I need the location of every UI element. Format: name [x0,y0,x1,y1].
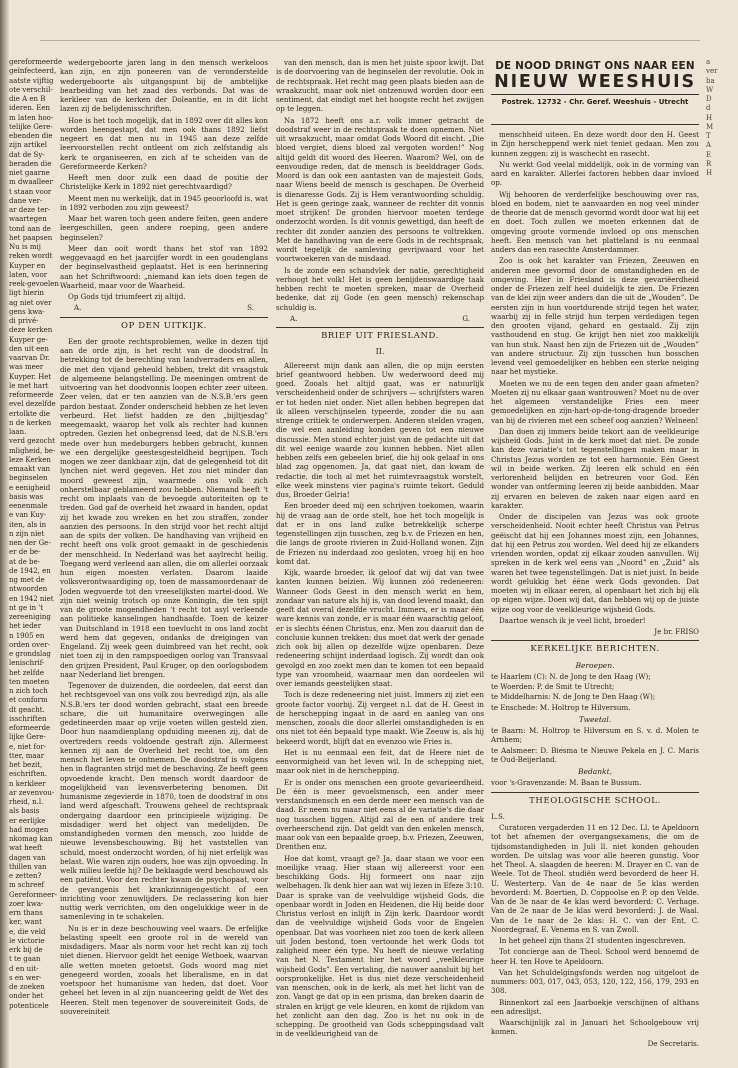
article-uitkijk-body [60,337,268,1016]
paragraph: Toch is deze redeneering niet juist. Immers zij ziet een groote factor voorbij. Zij vergeet n.l. dat de H. Geest in de herschepping ingaat in de aard en aanleg van ons menschen, zooals die door allerlei omstandigheden is en ons niet tot één bepaald type maakt. Wie Zeeuw is, als hij bekeerd wordt, blijft dat en evenzoo wie Fries is. [276,690,484,746]
edge-text-line: den uit een [9,344,49,353]
column-2 [276,58,484,1058]
edge-text-line: beraden die [9,159,52,168]
edge-text-line: ar deze ter- [9,206,51,214]
article-friesland-continuation [491,130,699,625]
paragraph: menschheid uiteen. En deze wordt door den H. Geest in Zijn herscheppend werk niet teniet gedaan. Men zou kunnen zeggen: zij is waschecht en rasecht. [491,130,699,158]
list-beroepen [491,672,699,712]
edge-text-line: Nu is mij [9,243,41,251]
edge-text-line: ideren. Een [9,104,51,113]
edge-text-line: ba [706,76,715,85]
list-item: te Aalsmeer: D. Biesma te Nieuwe Pekela en J. C. Maris te Oud-Beijerland. [491,745,699,764]
edge-text-line: die A en B [9,95,46,103]
edge-text-line: emaakt van [9,465,51,473]
edge-text-line: isschriften [9,714,47,723]
edge-text-line: er eerlijke [9,816,46,825]
paragraph: Kijk, waarde broeder, ik geloof dat wij dat van twee kanten kunnen beizien. Wij kunnen zóó redeneeren: Wanneer Gods Geest in den mensch werkt en hem, zondaar van nature als hij is, van dood levend maakt, dan geeft dat overal dezelfde vrucht. Immers, er is maar één ware kennis van zonde, er is maar één waarachtig geloof, er is slechts éénen Christus, enz. Men zou daaruit dan de conclusie kunnen trekken: dus moet dat werk der genade zich ook bij allen op dezelfde wijze openbaren. Deze redeneering schijnt inderdaad logisch. Zij wordt dan ook gevolgd en zoo zoekt men dan te komen tot een bepaald type van vroomheid, waarnaar men dan oordeelen wil over iemands geestelijken staat. [276,568,484,688]
edge-text-line: n zijn niet [9,529,45,538]
edge-text-line: leze Kerken [9,455,51,464]
edge-text-line: n de kerken [9,418,52,427]
edge-text-line: laan. [9,428,27,436]
edge-text-line: dane ver- [9,196,43,205]
edge-column-left [9,58,63,1018]
edge-text-line: ligt hierin [9,289,44,298]
list-item: te Woerden: P. de Smit te Utrecht; [491,682,615,691]
edge-text-line: lijke Gere- [9,733,46,742]
edge-text-line: laten, voor [9,270,48,279]
paragraph: In het geheel zijn thans 21 studenten ingeschreven. [499,936,686,945]
paragraph: Hoe dat komt, vraagt ge? Ja, daar staan we voor een moeilijke vraag. Hier staan wij allereerst voor een beschikking Gods. Hij formeert ons naar zijn welbehagen. Ik denk hier aan wat wij lezen in Efeze 3:10. Daar is sprake van de veelvuldige wijsheid Gods, die openbaar wordt in Joden en Heidenen, die Hij beide door Christus verlost en inlijft in Zijn kerk. Daardoor wordt dan de veelvuldige wijsheid Gods voor de Engelen openbaar. Dat was voorheen niet zoo toen de kerk alleen uit Joden bestond, toen vertoonde het werk Gods tot zaligheid meer één type. Nu heeft de nieuwe verlating van het N. Testament hier het woord „veelkleurige wijsheid Gods”. Een vertaling, die nauwer aansluit bij het oorspronkelijke. Het is dus niet deze verscheidenheid van menschen, ook in de kerk, als met het licht van de zon. Vangt ge dat op in een prisma, dan breken daarin de stralen en krijgt ge vele kleuren, en komt de rijkdom van het zonlicht aan den dag. Zoo is het nu ook in de schepping. De grootheid van Gods scheppingsdaad valt in de veelkleurigheid van de [276,853,484,1039]
article-uitkijk-continuation [276,58,484,312]
paragraph: Wij behooren de verderfelijke beschouwing over ras, bloed en bodem, niet te aanvaarden en nog veel minder de theorie dat de mensch gevormd wordt door wat hij eet en doet. Toch zullen we moeten erkennen dat de omgeving groote vormende invloed op ons menschen heeft. Een mensch van het platteland is nu eenmaal anders dan een rasechte Amsterdammer. [491,189,699,254]
edge-text-line: rheid, n.l. [9,798,44,806]
edge-text-line: ng met de [9,576,45,584]
edge-text-line: had mogen [9,825,49,834]
school-body [491,823,699,1037]
edge-text-line: eformeerde [9,724,51,732]
edge-text-line: telijke Gere- [9,122,53,131]
edge-text-line: n kerkleer [9,779,46,788]
list-item: te Haarlem (C): N. de Jong te den Haag (W); [491,671,651,681]
edge-text-line: at de be- [9,557,41,566]
paragraph: Meent men nu werkelijk, dat in 1945 geoorloofd is, wat in 1892 verboden zou zijn geweest? [60,193,268,212]
edge-text-line: e van Kuy- [9,511,47,520]
edge-text-line: ag niet over [9,298,52,307]
edge-text-line: e, niet for- [9,742,47,751]
ad-headline: DE NOOD DRINGT ONS NAAR EEN [495,60,695,72]
edge-text-line: wat heeft [9,844,43,853]
edge-text-line: le met hart [9,381,49,390]
edge-text-line: tond aan de [9,224,51,233]
article-number: II. [375,347,385,357]
edge-text-line: M [706,122,714,131]
edge-text-line: en 1942 niet [9,594,54,603]
edge-text-line: H [706,113,713,122]
paragraph: Curatoren vergaderden 11 en 12 Dec. Ll. te Apeldoorn tot het afnemen der overgangsexamens, die om de tijdsomstandigheden in Juli ll. niet konden gehouden worden. De uitslag was voor alle heeren gunstig. Voor het Theol. A. slaagden de heeren: M. Drayer en C. van de Weele. Tot de Theol. studiën werd bevorderd de heer H. U. Westerterp. Van de 4e naar de 5e klas werden bevorderd: M. Boertien, D. Coppoolse en P. op den Velde. Van de 3e naar de 4e klas werd bevorderd: C. Verhage. Van de 2e naar de 3e klas werd bevorderd: J. de Waal. Van de 1e naar de 2e klas: H. C. van der Ent, C. Noordegraaf, E. Venema en S. van Zwoll. [491,823,699,934]
edge-text-line: als basis [9,807,40,816]
edge-text-line: aatste vijftig [9,76,54,85]
paragraph: Nu is er in deze beschouwing veel waars. De erfelijke belasting speelt een groote rol in de wereld van misdadigers. Maar als norm voor het recht kan zij toch niet dienen. Hiervoor geldt het eenige Wetboek, waarvan alle wetten moeten getoetst. Gods woord mag niet genegeerd worden, zooals het liberalisme, en in dat voetspoor het humanisme van heden, dat doet. Voor geheel het leven in al zijn nuanceering geldt de Wet des Heeren. Stelt men tegenover de souvereiniteit Gods, de souvereiniteit [60,923,268,1016]
edge-text-line: thillen van [9,862,47,871]
edge-text-line: lenischrif- [9,659,45,668]
edge-text-line: evel dezelfde [9,400,56,409]
paragraph: wedergeboorte jaren lang in den mensch werkeloos kan zijn, en zijn poneeren van de veronderstelde wedergeboorte als uitgangspunt bij de ambtelijke bearbeiding van het zaad des verbonds. Dat was de kerkleer van de kerken der Doleantie, en in dit licht lazen zij de belijdenisschriften. [60,58,268,114]
edge-text-line: zoer kwa- [9,899,44,908]
edge-text-line: d en uit- [9,964,39,973]
edge-text-line: waartegen [9,215,47,224]
paragraph: Hoe is het toch mogelijk, dat in 1892 over dit alles kon worden heengestapt, dat men ook thans 1892 liefst negeert en dat men nu in 1945 aan deze zelfde leervoorstellen recht ontleent om zich zelfstandig als kerk te organiseeren, en zich af te scheiden van de Gereformeerde Kerken? [60,115,268,171]
edge-text-line: T [706,132,711,140]
paragraph: Daartoe wensch ik je veel licht, broeder! [499,615,646,625]
edge-text-line: n zich toch [9,687,48,695]
paragraph: Nu werkt God veelal middelijk, ook in de vorming van aard en karakter. Allerlei factoren hebben daar invloed op. [491,159,699,188]
edge-column-right [706,58,732,1018]
edge-text-line: et conform [9,696,48,705]
paragraph: van den mensch, dan is men het juiste spoor kwijt. Dat is de doorvoering van de beginselen der revolutie. Ook in de rechtspraak. Het recht mag geen plaats bieden aan de wraakzucht, maar ook niet ontzenuwd worden door een sentiment, dat eindigt met het hoogste recht het zwijgen op te leggen. [276,58,484,114]
list-tweetal [491,726,699,764]
paragraph: Onder de discipelen van Jezus was ook groote verscheidenheid. Nooit echter heeft Christus van Petrus geëischt dat hij een Johannes moest zijn, een Johannes, dat hij een Petrus zou worden. Wel deed hij ze elkanders vrienden worden, opdat zij elkaar zouden aanvullen. Wij spreken in de kerk wel eens van „Noord” en „Zuid” als waren het twee tegenstellingen. Dat is niet juist. In beide wordt gelukkig het ééne werk Gods gevonden. Dat moeten wij in elkaar eeren, al openbaart het zich bij elk op eigen wijze. Doen wij dat, dan hebben wij op de juiste wijze oog voor de veelkleurige wijsheid Gods. [491,512,699,614]
edge-text-line: E [706,150,712,159]
edge-text-line: d [706,104,711,113]
edge-text-line: W [706,85,714,94]
edge-text-line: het zelfde [9,668,44,677]
edge-text-line: nen der Ge- [9,539,51,547]
edge-text-line: ar zevenvou- [9,788,55,797]
edge-text-line: was meer [9,363,44,372]
edge-text-line: ker, want [9,918,42,927]
edge-text-line: niet gaarne [9,169,50,177]
article-signature: A. G. [290,313,470,323]
edge-text-line: dat de Sy- [9,150,45,159]
edge-text-line: zereeniging [9,613,51,621]
paragraph: Tot concierge aan de Theol. School werd benoemd de heer H. ten Hove te Apeldoorn. [491,947,699,966]
divider [491,640,699,641]
edge-text-line: erk bij de [9,946,43,954]
paragraph: Een der groote rechtsproblemen, welke in dezen tijd aan de orde zijn, is het recht van de doodstraf. In betrekking tot de berechting van landverraders en allen, die met den vijand geheuld hebben, trekt dit vraagstuk de algemeene belangstelling. De meeningen omtrent de uitvoering van het doodvonnis loopen echter zeer uiteen. Zeer velen, dat er ten aanzien van de N.S.B.'ers geen pardon bestaat. Zonder onderscheid hebben ze het leven verbeurd. Het liefst hadden ze den „bijltjesdag” meegemaakt, waarop het volk als rechter had kunnen optreden. Gezien het onbegrensd leed, dat de N.S.B.'ers mede over hun medeburgers hebben gebracht, kunnen we een dergelijke geestesgesteldheid begrijpen. Toch mogen we zeer dankbaar zijn, dat de gelegenheid tot dit lynchen niet werd gegeven. Het zou niet minder dan moord geweest zijn, waarmede ons volk zich onherstelbaar geblameerd zou hebben. Niemand heeft 't recht om inplaats van de bevoegde autoriteiten op te treden. God gaf de overheid het zwaard in handen, opdat zij het kwade zou wreken en het zou straffen, zonder aanzien des persoons. In den strijd voor het recht altijd aan de spits der volken. De handhaving van vrijheid en recht heeft ons volk groot gemaakt in de geschiedenis der menschheid. In Nederland was het aaylrecht heilig. Toegang werd verleend aan allen, die om allerlei oorzaak hun eigen moesten verlaten. Daarom laaide volksverontwaardiging op, toen de massamoordenaar de Joden wegvoerde tot den vreeselijksten martel-dood. We zijn niet weinig trotsch op onze Koningin, die ten spijt van de groote mogendheden 't recht tot asyl verleende aan politieke kanselingen handhaafde. Toen de keizer van Duitschland in 1918 een toevlucht in ons land zocht werd hem dat gegeven, ondanks de dreigingen van Engeland. Zij week geen duimbreed van het recht, ook niet toen zij in den rampspoedigen oorlog van Transvaal den grijzen President, Paul Kruger, op den oorlogsbodem naar Nederland liet brengen. [60,336,268,679]
edge-text-line: de zoeken [9,983,45,991]
edge-text-line: e eenigheid [9,483,51,492]
article-title-uitkijk: OP DEN UITKIJK. [121,320,207,331]
edge-text-line: verd gezocht [9,437,55,446]
paragraph: Na 1872 heeft ons a.r. volk immer getracht de doodstraf weer in de rechtspraak te doen opnemen. Niet uit wraakzucht, maar omdat Gods Woord dit eischt. „Die bloed vergiet, diens bloed zal vergoten worden!” Nog altijd geldt dit woord des Heeren. Waarom? Wel, om de eenvoudige reden, dat de mensch is beelddrager Gods. Moord is dan ook een aantasten van de majesteit Gods, naar Wiens beeld de mensch is geschapen. De Overheid is dienaresse Gods. Zij is Hem verantwoording schuldig. Het is geen geringe zaak, wanneer de rechter dit vonnis moet strijken! De gronden hiervoor moeten terdege onderzocht worden. Is dit vonnis gewettigd, dan heeft de rechter dit zonder aanzien des persoons te voltrekken. Met de handhaving van de eere Gods in de rechtspraak, wordt tegelijk de samleving gevrijwaard voor het voortwoekeren van de misdaad. [276,115,484,264]
article-title-friesland: BRIEF UIT FRIESLAND. [321,331,439,341]
edge-text-line: ern thans [9,909,43,917]
edge-text-line: reken wordt [9,252,53,261]
subhead-tweetal: Tweetal. [578,714,612,724]
paragraph: Is de zonde een schandvlek der natie, gerechtigheid verhoogt het volk! Het is geen benijdenswaardige taak hebben recht te moeten spreken, maar de Overheid bedenke, dat zij Gode (en geen mensch) rekenschap schuldig is. [276,265,484,312]
weeshuis-advertisement [491,58,699,125]
edge-text-line: H [706,169,713,177]
edge-text-line: ver [706,67,718,76]
subhead-bedankt: Bedankt, [578,767,612,776]
list-item: te Middelharnis: N. de Jong te Den Haag (W); [491,692,656,702]
edge-text-line: dagen van [9,853,46,862]
edge-text-line: reek-gevoelen [9,280,59,288]
subhead-beroepen: Beroepen. [575,660,615,670]
paragraph: Op Gods tijd triumfeert zij altijd. [68,292,186,301]
edge-text-line: eenenmale [9,502,48,510]
edge-text-line: t te gaan [9,955,41,964]
edge-text-line: e zetten? [9,872,42,880]
paragraph: Binnenkort zal een Jaarboekje verschijnen of althans een adreslijst. [491,997,699,1016]
paragraph: Moeten we nu de een tegen den ander gaan afmeten? Moeten zij nu elkaar gaan wantrouwen? Moet nu de over het algemeen verstandelijke Fries een meer gemoedelijken en zijn-hart-op-de-tong-dragende broeder van bij de rivieren met een scheef oog aanzien? Welneen! [491,378,699,425]
article-continuation [60,58,268,301]
paragraph: Er is onder ons menschen een groote gevarieerdheid. De één is meer gevoelsmensch, een ander meer verstandsmensch en een derde meer een mensch van de daad. Er neem nu maar niet eens al de variatie's die daar nog tusschen liggen. Altijd zal de een of andere trek overheerschend zijn. Dat geldt van den enkelen mensch, maar ook van een bepaalde groep, b.v. Friezen, Zeeuwen, Drenthen enz. [276,777,484,852]
edge-text-line: reformeerde [9,391,54,399]
edge-text-line: dt geacht. [9,705,45,714]
edge-text-line: ten moeten [9,677,50,686]
edge-text-line: gens kwa- [9,307,45,316]
edge-text-line: Kuyper ge- [9,335,48,344]
edge-text-line: Kuyper en [9,261,46,270]
divider [276,327,484,328]
paragraph: Allereerst mijn dank aan allen, die op mijn eersten brief geantwoord hebben. Uw wederwoord deed mij goed. Zooals het altijd gaat, was er natuurlijk verscheidenheid onder de schrijvers — schrijfsters waren er tot heden niet onder. Niet allen hebben begrepen dat ik alleen verschijnselen typeerde, zonder die nu aan strenge critiek te onderwerpen. Anderen stelden vragen, die wel een aanleiding konden geven tot een nieuwe discussie. Men stond echter juist van de gedachte uit dat dit wel eenige waarde zou kunnen hebben. Niet allen hebben zelfs een gebeelen brief, die hij ook gelaaf in ons blad zag opgenomen. Ja, dat gaat niet, dan kwam de redactie, die toch al met het ruimtevraagstuk worstelt, elke week minstens vier pagina's ruimte tekort. Geduld dus, Broeder Gelria! [276,360,484,499]
paragraph: Het is nu eenmaal een feit, dat de Heere niet de eenvormigheid van het leven wil. In de schepping niet, maar ook niet in de herschepping. [276,747,484,776]
edge-text-line: Gereformeer- [9,890,58,899]
divider [491,792,699,793]
edge-text-line: vaarvan Dr. [9,354,50,362]
edge-text-line: het ieder [9,622,42,631]
edge-text-line: m schreef [9,881,45,890]
section-title-school: THEOLOGISCHE SCHOOL. [529,795,661,806]
edge-text-line: Kuyper. Het [9,372,52,381]
paragraph: Dan doen zij immers beide tekort aan de veelkleurige wijsheid Gods. Juist in de kerk moet dat niet. De zonde kan deze variatie's tot tegenstellingen maken maar in Christus Jezus worden ze tot een harmonie. Eén Geest wil in beide werken. Zij leeren elk schuld en één verlorenheid belijden en betreuren voor God. Eén wonder van ontferming leeren zij beide aanbidden. Maar zij ervaren en beleven de zaken naar eigen aard en karakter. [491,426,699,510]
section-title-kerkelijk: KERKELIJKE BERICHTEN. [530,644,660,655]
list-item: te Baarn: M. Holtrop te Hilversum en S. v. d. Molen te Arnhem; [491,726,699,745]
edge-text-line: deze kerken [9,326,53,335]
edge-text-line: D [706,95,712,103]
edge-text-line: tter, maar [9,751,45,760]
paragraph: Van het Schuldelgingsfonds werden nog uitgeloot de nummers: 003, 017, 043, 053, 120, 122, 156, 179, 293 en 308. [491,967,699,996]
article-signature: A. S. [74,303,254,313]
article-friesland-body [276,361,484,1039]
edge-text-line: A [706,141,712,150]
edge-text-line: n 1905 en [9,631,45,640]
edge-text-line: le victorie [9,936,45,945]
edge-text-line: s en wer- [9,973,42,982]
edge-text-line: ote verschil- [9,85,53,94]
edge-text-line: nkomag kan [9,835,53,843]
edge-text-line: t staan voor [9,187,52,196]
edge-text-line: het bezit, [9,761,43,769]
paragraph: Zoo is ook het karakter van Friezen, Zeeuwen en anderen mee gevormd door de omstandigheden en de omgeving. Hier in Friesland is deze gevariëerdheid onder de Friezen zelf heel duidelijk te zien. De Friezen van de klei zijn weer anders dan die uit de „Wouden”. De eersten zijn in hun voortdurende strijd tegen het water, waarbij zij in felle strijd hun terpen verdedigen tegen den grooten vijand, gehard en gestaald. Zij zijn vasthoudend en stug. Ge krijgt hen niet zoo makkelijk van hun stuk. Naast hen zijn de Friezen uit de „Wouden” van andere structuur. Zij zijn tusschen hun bosschen levend veel gemoedelijker en hebben een sterke neiging naar het mystieke. [491,256,699,377]
edge-text-line: iten, als in [9,520,47,529]
column-1 [60,58,268,1058]
school-salutation: L.S. [491,811,505,821]
list-item: te Enschede: M. Holtrop te Hilversum. [491,702,631,712]
edge-text-line: nt ge in 't [9,603,44,612]
edge-text-line: orden over- [9,640,50,649]
binding-gutter [0,0,9,1068]
edge-text-line: potenticele [9,1001,49,1010]
school-signature: De Secretaris. [647,1038,699,1048]
top-rule [40,40,700,41]
paragraph: Een broeder deed mij een schrijven toekomen, waarin hij de vraag aan de orde stelt, hoe het toch mogelijk is dat er in ons land zulke betrekkelijk scherpe tegenstellingen zijn tusschen, zeg b.v. de Friezen en hen, die langs de groote rivieren in Zuid-Holland wonen. Zijn de Friezen nu inderdaad zoo gesloten, vroeg hij en hoo komt dat. [276,501,484,566]
edge-text-line: m dwaalleer [9,178,53,187]
edge-text-line: mligheid, be- [9,446,56,455]
edge-text-line: R [706,159,712,168]
ad-postrek: Postrek. 12732 - Chr. Geref. Weeshuis - Utrecht [491,94,699,106]
paragraph: Meer dan ooit wordt thans het stof van 1892 weggevaagd en het jaarcijfer wordt in een goudenglans der beginselvastheid geplaatst. Het is een herinnering aan het Schriftwoord: „niemand kan iets doen tegen de Waarheid, maar voor de Waarheid. [60,243,268,290]
paragraph: Waarschijnlijk zal in Januari het Schoolgebouw vrij komen. [491,1018,699,1037]
article-signature: Je br. FRISO [654,627,699,636]
edge-text-line: ebenden die [9,132,53,140]
edge-text-line: m laten hoo- [9,113,54,122]
list-bedankt [491,778,699,787]
edge-text-line: basis was [9,492,44,501]
edge-text-line: ertolkte die [9,409,51,418]
paragraph: Heeft men door zulk een daad de positie der Christelijke Kerk in 1892 niet gerechtvaardigd? [60,173,268,192]
edge-text-line: di privé- [9,317,39,325]
paragraph: Tegenover de duizenden, die oordeelen, dat eerst dan het rechtsgevoel van ons volk zou bevredigd zijn, als alle N.S.B.'ers ter dood worden gebracht, staat een breede schare, die uit humanitaire overwegingen alle gedetineerden maar op vrije voeten willen gesteld zien. Door hun naamdienplang opduiding meenen zij, dat de overtreders reeds voldoende gestraft zijn. Allermeest kennen zij aan de Overheid het recht toe, om den mensch het leven te ontnemen. De doodstraf is volgens hen in flagranten strijd met de beschaving. Ze heeft geen opvoedende kracht. Den mensch wordt daardoor de mogelijkheid van levensverbetering benomen. Dit humanisme zegevierde in 1870, toen de doodstraf in ons land werd afgeschaft. Trouwens geheel de rechtspraak ondergaing daardoor een principieele wijziging. De misdadiger werd het object van medelijden. De omstandigheden vormen den mensch, zoo luidde de nieuwe levensbeschouwing. Bij het vaststellen van schuld, moest onderzocht worden, of hij niet erfelijk was belast. Wie waren zijn ouders, hoe was zijn opvoeding. In welk milieu leefde hij? De beklaagde werd beschouwd als een patiënt. Voor den rechter kwam de psychopaat, voor de gevangenis het krankzinnigengesticht of een inrichting voor zenuwlijders. De reclassering kon hier nuttig werk verrichten, om den ongelukkige weer in de samenleving in te schakelen. [60,681,268,922]
edge-text-line: ntwoorden [9,585,48,594]
edge-text-line: onder het [9,992,44,1001]
edge-text-line: eschriften. [9,770,48,779]
ad-title: NIEUW WEESHUIS [494,72,696,92]
edge-text-line: geïnfecteerd, [9,67,57,76]
edge-text-line: de 1942, en [9,566,51,575]
edge-text-line: er de be- [9,548,41,557]
edge-text-line: a [706,58,711,66]
list-item: voor 's-Gravenzande: M. Baan te Bussum. [491,778,642,788]
edge-text-line: het paapsen [9,233,53,242]
column-3 [491,130,699,1048]
edge-text-line: e, die veld [9,927,46,936]
paragraph: Maar het waren toch geen andere feiten, geen andere leergeschillen, geen andere roeping, geen andere beginselen? [60,214,268,242]
edge-text-line: zijn artikel [9,141,48,150]
edge-text-line: gereformeerde [9,58,63,66]
edge-text-line: beginselen [9,474,48,483]
divider [60,317,268,318]
edge-text-line: e grondslag [9,650,51,658]
